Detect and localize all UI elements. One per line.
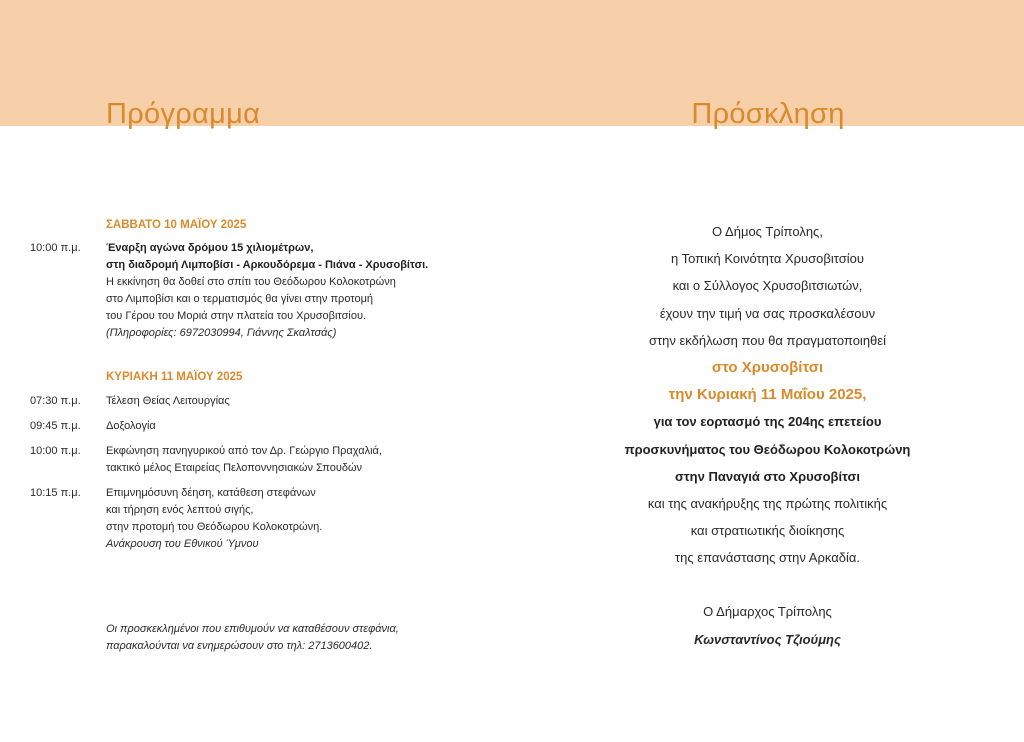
invitation-line: και ο Σύλλογος Χρυσοβιτσιωτών, [672,278,863,294]
event-info-line: (Πληροφορίες: 6972030994, Γιάννης Σκαλτσάς) [106,327,337,339]
invitation-column [530,218,1005,653]
event-time: 10:00 π.μ. [30,445,81,457]
note-line: Οι προσκεκλημένοι που επιθυμούν να καταθέσουν στεφάνια, [106,623,399,635]
event-speech [30,443,500,477]
wreath-note [106,621,399,655]
event-memorial [30,485,500,553]
signature-title: Ο Δήμαρχος Τρίπολης [703,604,832,620]
event-description-line: και τήρηση ενός λεπτού σιγής, [106,504,254,516]
invitation-line: στην Παναγιά στο Χρυσοβίτσι [674,468,860,484]
event-time: 07:30 π.μ. [30,395,81,407]
invitation-place: στο Χρυσοβίτσι [711,358,824,376]
event-time: 09:45 π.μ. [30,420,81,432]
invitation-line: και της ανακήρυξης της πρώτης πολιτικής [647,495,888,511]
event-race [30,240,500,342]
invitation-line: προσκυνήματος του Θεόδωρου Κολοκοτρώνη [624,441,911,457]
event-description-line: στο Λιμποβίσι και ο τερματισμός θα γίνει στην προτομή [106,293,374,305]
invitation-heading: Πρόσκληση [691,98,845,130]
invitation-line: έχουν την τιμή να σας προσκαλέσουν [659,305,876,321]
invitation-line: και στρατιωτικής διοίκησης [690,523,845,539]
event-description-line: τακτικό μέλος Εταιρείας Πελοποννησιακών Σπουδών [106,462,363,474]
event-description-line: του Γέρου του Μοριά στην πλατεία του Χρυσοβιτσίου. [106,310,367,322]
event-liturgy [30,393,500,410]
day-header-saturday: ΣΑΒΒΑΤΟ 10 ΜΑΪΟΥ 2025 [106,219,247,231]
event-description-line: Η εκκίνηση θα δοθεί στο σπίτι του Θεόδωρου Κολοκοτρώνη [106,276,396,288]
event-description-line: Επιμνημόσυνη δέηση, κατάθεση στεφάνων [106,487,316,499]
invitation-date: την Κυριακή 11 Μαΐου 2025, [668,386,867,404]
event-time: 10:15 π.μ. [30,487,81,499]
signature-name: Κωνσταντίνος Τζιούμης [694,631,841,647]
event-title-line: στη διαδρομή Λιμποβίσι - Αρκουδόρεμα - Πιάνα - Χρυσοβίτσι. [106,259,429,271]
invitation-line: Ο Δήμος Τρίπολης, [712,224,823,239]
day-header-sunday: ΚΥΡΙΑΚΗ 11 ΜΑΪΟΥ 2025 [106,371,243,383]
event-description-line: Ανάκρουση του Εθνικού Ύμνου [106,538,259,550]
event-title-line: Έναρξη αγώνα δρόμου 15 χιλιομέτρων, [106,242,314,254]
event-doxology [30,418,500,435]
program-column [30,216,500,553]
invitation-line: στην εκδήλωση που θα πραγματοποιηθεί [649,332,886,348]
event-description-line: Εκφώνηση πανηγυρικού από τον Δρ. Γεώργιο Πραχαλιά, [106,445,382,457]
invitation-line: για τον εορτασμό της 204ης επετείου [653,414,882,430]
note-line: παρακαλούνται να ενημερώσουν στο τηλ: 2713600402. [106,640,373,652]
event-time: 10:00 π.μ. [30,242,81,254]
event-description-line: Τέλεση Θείας Λειτουργίας [106,395,230,407]
event-description-line: στην προτομή του Θεόδωρου Κολοκοτρώνη. [106,521,323,533]
program-heading: Πρόγραμμα [106,98,261,130]
invitation-line: της επανάστασης στην Αρκαδία. [675,550,860,566]
event-description-line: Δοξολογία [106,420,156,432]
invitation-line: η Τοπική Κοινότητα Χρυσοβιτσίου [671,251,864,267]
